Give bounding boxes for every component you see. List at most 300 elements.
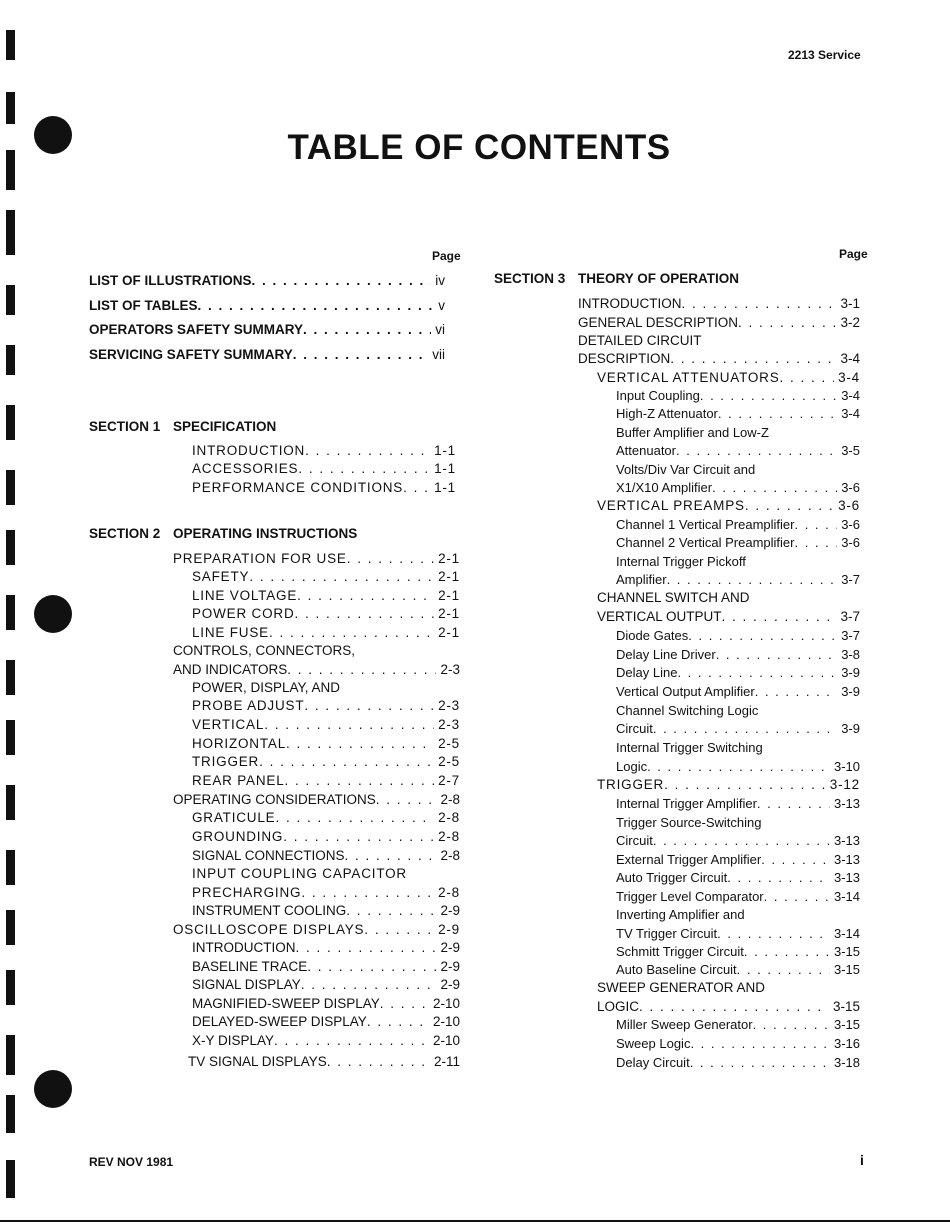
toc-entry-label: VERTICAL PREAMPS (597, 498, 745, 513)
toc-entry-label: SAFETY (192, 569, 250, 584)
toc-leader (738, 315, 836, 331)
toc-entry[interactable] (192, 717, 460, 733)
toc-leader (717, 926, 830, 942)
toc-entry-page: 3-14 (833, 926, 860, 941)
binder-mark (6, 285, 15, 315)
toc-entry[interactable] (89, 347, 445, 363)
toc-leader (722, 609, 837, 625)
toc-entry-page: 3-16 (833, 1036, 860, 1051)
toc-entry-page: vi (435, 322, 445, 337)
toc-entry-page: 3-7 (840, 609, 860, 624)
page-column-heading-right: Page (839, 247, 868, 261)
toc-entry[interactable] (192, 810, 460, 826)
toc-entry-page: 1-1 (434, 480, 456, 495)
toc-leader (712, 480, 837, 496)
toc-entry-label: Vertical Output Amplifier (616, 684, 755, 699)
toc-entry-page: 1-1 (434, 443, 456, 458)
toc-entry-page: 2-8 (438, 810, 460, 825)
toc-entry-page: 2-8 (440, 792, 460, 807)
toc-entry[interactable] (616, 684, 860, 700)
section-1-number: SECTION 1 (89, 419, 161, 434)
toc-entry[interactable] (188, 1054, 460, 1070)
toc-entry[interactable] (616, 1055, 860, 1071)
toc-leader (753, 1017, 830, 1033)
section-2-number: SECTION 2 (89, 526, 161, 541)
toc-entry-label: X-Y DISPLAY (192, 1033, 275, 1048)
toc-entry-label: X1/X10 Amplifier (616, 480, 713, 495)
toc-entry[interactable] (192, 461, 456, 477)
toc-entry[interactable] (192, 680, 460, 696)
toc-entry[interactable] (192, 885, 460, 901)
toc-leader (259, 754, 434, 770)
toc-leader (403, 480, 430, 496)
toc-entry-label: DETAILED CIRCUIT (578, 333, 702, 348)
toc-entry-page: 2-3 (440, 662, 460, 677)
toc-entry-label: REAR PANEL (192, 773, 285, 788)
toc-entry[interactable] (616, 759, 860, 775)
toc-leader (664, 777, 826, 793)
toc-entry-label: Trigger Source-Switching (616, 815, 762, 830)
toc-entry-label: Internal Trigger Pickoff (616, 554, 746, 569)
toc-entry-page: 3-10 (833, 759, 860, 774)
toc-entry-label: External Trigger Amplifier (616, 852, 762, 867)
toc-entry[interactable] (597, 609, 860, 625)
toc-leader (380, 996, 429, 1012)
toc-leader (345, 848, 437, 864)
toc-entry[interactable] (616, 388, 860, 404)
toc-entry[interactable] (616, 889, 860, 905)
toc-entry[interactable] (597, 370, 860, 386)
toc-leader (794, 517, 837, 533)
toc-entry-page: 3-9 (841, 684, 860, 699)
toc-entry-page: 2-7 (438, 773, 460, 788)
toc-entry[interactable] (616, 944, 860, 960)
toc-entry-page: 2-11 (433, 1054, 460, 1069)
toc-entry-page: 2-10 (432, 996, 460, 1011)
toc-entry[interactable] (616, 1036, 860, 1052)
toc-entry-label: OPERATING CONSIDERATIONS (173, 792, 376, 807)
binder-mark (6, 530, 15, 565)
toc-leader (295, 606, 435, 622)
toc-leader (283, 829, 434, 845)
toc-leader (690, 1055, 830, 1071)
toc-entry-page: 3-15 (833, 962, 860, 977)
toc-leader (690, 1036, 830, 1052)
toc-leader (376, 792, 437, 808)
toc-entry[interactable] (192, 698, 460, 714)
page-number: i (860, 1152, 864, 1168)
toc-leader (252, 273, 432, 289)
binder-mark (6, 1095, 15, 1133)
toc-entry[interactable] (616, 1017, 860, 1033)
toc-leader (780, 370, 835, 386)
toc-entry-label: CHANNEL SWITCH AND (597, 590, 750, 605)
toc-entry-page: 3-15 (832, 999, 860, 1014)
toc-leader (305, 443, 430, 459)
toc-entry-page: 3-13 (833, 852, 860, 867)
binder-mark (6, 1160, 15, 1198)
toc-entry-page: 2-8 (438, 885, 460, 900)
toc-entry[interactable] (616, 852, 860, 868)
toc-leader (274, 1033, 429, 1049)
toc-leader (647, 759, 830, 775)
toc-leader (670, 351, 836, 367)
toc-entry[interactable] (578, 296, 860, 312)
toc-leader (677, 665, 837, 681)
toc-entry-page: 3-6 (841, 517, 860, 532)
toc-entry-page: 2-1 (438, 588, 460, 603)
toc-entry-label: TRIGGER (192, 754, 260, 769)
toc-entry-label: GROUNDING (192, 829, 284, 844)
toc-entry-page: 2-9 (440, 903, 460, 918)
toc-entry-label: CONTROLS, CONNECTORS, (173, 643, 356, 658)
toc-entry[interactable] (578, 315, 860, 331)
toc-entry-label: LIST OF ILLUSTRATIONS (89, 273, 252, 288)
toc-entry-page: vii (432, 347, 445, 362)
toc-entry-label: INTRODUCTION (578, 296, 682, 311)
toc-entry-label: HORIZONTAL (192, 736, 287, 751)
toc-entry-page: 3-7 (841, 572, 860, 587)
toc-entry-label: DESCRIPTION (578, 351, 671, 366)
toc-entry-label: Internal Trigger Switching (616, 740, 763, 755)
binder-mark (6, 970, 15, 1005)
toc-entry-page: 3-8 (841, 647, 860, 662)
toc-entry-label: LOGIC (597, 999, 640, 1014)
toc-leader (285, 773, 435, 789)
page-title: TABLE OF CONTENTS (287, 128, 671, 167)
toc-leader (347, 551, 434, 567)
toc-entry-page: 2-10 (432, 1033, 460, 1048)
toc-entry[interactable] (173, 922, 460, 938)
toc-entry-page: 3-5 (841, 443, 860, 458)
toc-entry[interactable] (616, 628, 860, 644)
binder-mark (6, 30, 15, 60)
toc-entry-label: GRATICULE (192, 810, 276, 825)
toc-entry[interactable] (616, 815, 860, 831)
toc-entry-page: 1-1 (434, 461, 456, 476)
toc-entry[interactable] (616, 517, 860, 533)
toc-entry-page: 3-14 (833, 889, 860, 904)
toc-entry[interactable] (616, 665, 860, 681)
toc-entry[interactable] (578, 333, 860, 349)
toc-entry-label: SIGNAL CONNECTIONS (192, 848, 345, 863)
toc-entry-page: 2-1 (438, 625, 460, 640)
toc-leader (639, 999, 829, 1015)
toc-entry-page: 2-8 (440, 848, 460, 863)
toc-entry-label: Sweep Logic (616, 1036, 691, 1051)
toc-entry-label: Buffer Amplifier and Low-Z (616, 425, 769, 440)
toc-entry-label: High-Z Attenuator (616, 406, 718, 421)
toc-leader (676, 443, 837, 459)
toc-entry-label: POWER CORD (192, 606, 295, 621)
toc-entry-page: 2-9 (440, 959, 460, 974)
toc-entry-page: 2-9 (440, 940, 460, 955)
toc-entry-label: PROBE ADJUST (192, 698, 305, 713)
toc-entry[interactable] (616, 572, 860, 588)
toc-leader (249, 569, 434, 585)
toc-entry-label: Volts/Div Var Circuit and (616, 462, 756, 477)
toc-entry[interactable] (192, 1014, 460, 1030)
toc-entry-page: 3-9 (841, 721, 860, 736)
toc-entry-page: 3-2 (840, 315, 860, 330)
toc-entry-page: 3-6 (838, 498, 860, 513)
toc-entry[interactable] (89, 273, 445, 289)
toc-entry-label: TRIGGER (597, 777, 665, 792)
toc-entry[interactable] (192, 977, 460, 993)
toc-leader (745, 498, 834, 514)
toc-entry-label: LINE FUSE (192, 625, 269, 640)
toc-entry-page: 2-5 (438, 754, 460, 769)
document-id: 2213 Service (788, 48, 861, 62)
toc-leader (297, 588, 434, 604)
toc-entry[interactable] (616, 833, 860, 849)
toc-entry-label: Logic (616, 759, 648, 774)
toc-entry[interactable] (192, 996, 460, 1012)
bottom-rule (0, 1220, 950, 1222)
toc-entry-label: BASELINE TRACE (192, 959, 308, 974)
toc-entry-label: Diode Gates (616, 628, 689, 643)
toc-entry[interactable] (192, 866, 460, 882)
toc-leader (198, 298, 435, 314)
toc-entry[interactable] (616, 462, 860, 478)
toc-entry-label: Circuit (616, 833, 653, 848)
toc-entry[interactable] (597, 999, 860, 1015)
toc-entry-page: 3-12 (829, 777, 860, 792)
toc-entry[interactable] (616, 425, 860, 441)
section-3-title: THEORY OF OPERATION (578, 271, 740, 286)
toc-entry-label: Auto Baseline Circuit (616, 962, 737, 977)
toc-leader (367, 1014, 429, 1030)
toc-entry[interactable] (616, 796, 860, 812)
toc-leader (303, 322, 431, 338)
toc-leader (761, 852, 830, 868)
toc-entry[interactable] (192, 773, 460, 789)
toc-entry-label: PERFORMANCE CONDITIONS (192, 480, 404, 495)
toc-entry[interactable] (597, 498, 860, 514)
toc-entry-page: 3-4 (841, 388, 860, 403)
toc-entry-label: LIST OF TABLES (89, 298, 198, 313)
toc-entry-page: 3-13 (833, 833, 860, 848)
toc-entry-label: ACCESSORIES (192, 461, 299, 476)
toc-entry-label: INTRODUCTION (192, 443, 306, 458)
toc-entry[interactable] (192, 903, 460, 919)
toc-leader (301, 977, 437, 993)
toc-entry-page: 3-13 (833, 796, 860, 811)
toc-entry[interactable] (192, 829, 460, 845)
toc-entry-page: 2-9 (440, 977, 460, 992)
page-column-heading-left: Page (432, 249, 461, 263)
toc-leader (718, 406, 837, 422)
toc-leader (286, 736, 434, 752)
toc-entry-label: SWEEP GENERATOR AND (597, 980, 766, 995)
toc-entry-page: 3-18 (833, 1055, 860, 1070)
toc-entry[interactable] (173, 792, 460, 808)
toc-entry[interactable] (192, 443, 456, 459)
toc-entry-page: 2-9 (438, 922, 460, 937)
toc-entry[interactable] (192, 940, 460, 956)
toc-leader (304, 698, 434, 714)
toc-leader (653, 721, 837, 737)
toc-entry[interactable] (597, 777, 860, 793)
toc-entry[interactable] (192, 736, 460, 752)
toc-entry[interactable] (192, 848, 460, 864)
toc-entry-label: INSTRUMENT COOLING (192, 903, 347, 918)
toc-leader (269, 625, 434, 641)
toc-entry-page: v (438, 298, 445, 313)
toc-entry-page: 3-4 (838, 370, 860, 385)
toc-entry[interactable] (192, 754, 460, 770)
toc-leader (293, 347, 428, 363)
section-3-number: SECTION 3 (494, 271, 566, 286)
toc-entry[interactable] (173, 662, 460, 678)
toc-entry-label: TV SIGNAL DISPLAYS (188, 1054, 327, 1069)
toc-entry-label: Channel 1 Vertical Preamplifier (616, 517, 795, 532)
toc-leader (764, 889, 830, 905)
toc-leader (301, 885, 434, 901)
toc-entry-label: Amplifier (616, 572, 667, 587)
toc-entry[interactable] (616, 721, 860, 737)
toc-leader (667, 572, 838, 588)
toc-entry[interactable] (616, 443, 860, 459)
binder-hole (34, 1070, 72, 1108)
toc-entry[interactable] (616, 703, 860, 719)
toc-entry-page: 3-9 (841, 665, 860, 680)
binder-mark (6, 785, 15, 820)
toc-leader (296, 940, 437, 956)
toc-entry-label: Auto Trigger Circuit (616, 870, 728, 885)
revision-date: REV NOV 1981 (89, 1155, 174, 1169)
toc-leader (688, 628, 837, 644)
toc-leader (794, 535, 837, 551)
toc-entry[interactable] (192, 625, 460, 641)
toc-entry-label: OPERATORS SAFETY SUMMARY (89, 322, 304, 337)
toc-entry[interactable] (173, 551, 460, 567)
toc-entry[interactable] (192, 569, 460, 585)
toc-entry-label: TV Trigger Circuit (616, 926, 718, 941)
toc-entry-label: Schmitt Trigger Circuit (616, 944, 744, 959)
toc-entry-page: 2-8 (438, 829, 460, 844)
toc-entry-page: 3-4 (841, 406, 860, 421)
toc-leader (727, 870, 830, 886)
toc-entry[interactable] (192, 959, 460, 975)
section-1-title: SPECIFICATION (173, 419, 277, 434)
toc-entry[interactable] (578, 351, 860, 367)
toc-entry[interactable] (616, 926, 860, 942)
toc-entry-page: 3-15 (833, 944, 860, 959)
binder-mark (6, 1035, 15, 1075)
toc-entry-page: 2-5 (438, 736, 460, 751)
toc-entry-label: PRECHARGING (192, 885, 302, 900)
toc-entry-label: Channel Switching Logic (616, 703, 759, 718)
section-2-title: OPERATING INSTRUCTIONS (173, 526, 358, 541)
toc-entry-page: 2-3 (438, 698, 460, 713)
toc-entry-page: 3-4 (840, 351, 860, 366)
toc-entry[interactable] (616, 554, 860, 570)
toc-leader (755, 684, 837, 700)
toc-entry[interactable] (616, 406, 860, 422)
binder-mark (6, 595, 15, 630)
toc-leader (298, 461, 430, 477)
toc-entry[interactable] (192, 1033, 460, 1049)
toc-leader (364, 922, 434, 938)
toc-leader (307, 959, 436, 975)
toc-leader (327, 1054, 430, 1070)
toc-entry-label: POWER, DISPLAY, AND (192, 680, 341, 695)
toc-entry[interactable] (616, 647, 860, 663)
toc-entry-label: INTRODUCTION (192, 940, 296, 955)
toc-entry-label: Delay Circuit (616, 1055, 690, 1070)
toc-entry-page: 3-1 (840, 296, 860, 311)
toc-leader (275, 810, 434, 826)
toc-entry-label: VERTICAL ATTENUATORS (597, 370, 780, 385)
toc-entry-page: 3-13 (833, 870, 860, 885)
toc-entry-label: DELAYED-SWEEP DISPLAY (192, 1014, 367, 1029)
toc-entry-page: 3-6 (841, 535, 860, 550)
toc-entry-page: 2-3 (438, 717, 460, 732)
toc-entry-label: SIGNAL DISPLAY (192, 977, 301, 992)
toc-entry-page: iv (435, 273, 445, 288)
toc-entry-label: OSCILLOSCOPE DISPLAYS (173, 922, 365, 937)
toc-entry-label: MAGNIFIED-SWEEP DISPLAY (192, 996, 380, 1011)
toc-entry-page: 3-6 (841, 480, 860, 495)
toc-entry-label: SERVICING SAFETY SUMMARY (89, 347, 293, 362)
toc-leader (716, 647, 838, 663)
toc-entry-page: 2-1 (438, 569, 460, 584)
binder-mark (6, 470, 15, 505)
toc-entry[interactable] (616, 870, 860, 886)
toc-entry[interactable] (597, 980, 860, 996)
toc-leader (700, 388, 837, 404)
toc-entry-label: LINE VOLTAGE (192, 588, 298, 603)
toc-entry[interactable] (192, 480, 456, 496)
binder-mark (6, 910, 15, 945)
toc-entry[interactable] (616, 480, 860, 496)
toc-entry[interactable] (616, 907, 860, 923)
toc-leader (744, 944, 830, 960)
toc-leader (346, 903, 436, 919)
toc-entry-label: Miller Sweep Generator (616, 1017, 753, 1032)
toc-entry-label: Input Coupling (616, 388, 700, 403)
toc-entry[interactable] (597, 590, 860, 606)
toc-entry-label: Inverting Amplifier and (616, 907, 745, 922)
binder-mark (6, 92, 15, 124)
binder-mark (6, 210, 15, 255)
toc-entry[interactable] (616, 740, 860, 756)
toc-entry-page: 3-7 (841, 628, 860, 643)
toc-entry[interactable] (616, 962, 860, 978)
binder-mark (6, 720, 15, 755)
toc-entry-label: VERTICAL OUTPUT (597, 609, 722, 624)
binder-mark (6, 405, 15, 440)
toc-leader (737, 962, 830, 978)
toc-entry[interactable] (192, 588, 460, 604)
toc-entry[interactable] (89, 298, 445, 314)
toc-entry[interactable] (89, 322, 445, 338)
toc-entry[interactable] (192, 606, 460, 622)
toc-entry-label: Attenuator (616, 443, 676, 458)
toc-entry-label: Trigger Level Comparator (616, 889, 764, 904)
toc-leader (653, 833, 830, 849)
toc-entry-page: 2-10 (432, 1014, 460, 1029)
toc-entry-label: GENERAL DESCRIPTION (578, 315, 739, 330)
toc-entry-label: Channel 2 Vertical Preamplifier (616, 535, 795, 550)
toc-entry-label: INPUT COUPLING CAPACITOR (192, 866, 407, 881)
toc-entry[interactable] (616, 535, 860, 551)
binder-mark (6, 850, 15, 885)
toc-entry[interactable] (173, 643, 460, 659)
toc-entry-label: Circuit (616, 721, 653, 736)
toc-entry-label: PREPARATION FOR USE (173, 551, 347, 566)
